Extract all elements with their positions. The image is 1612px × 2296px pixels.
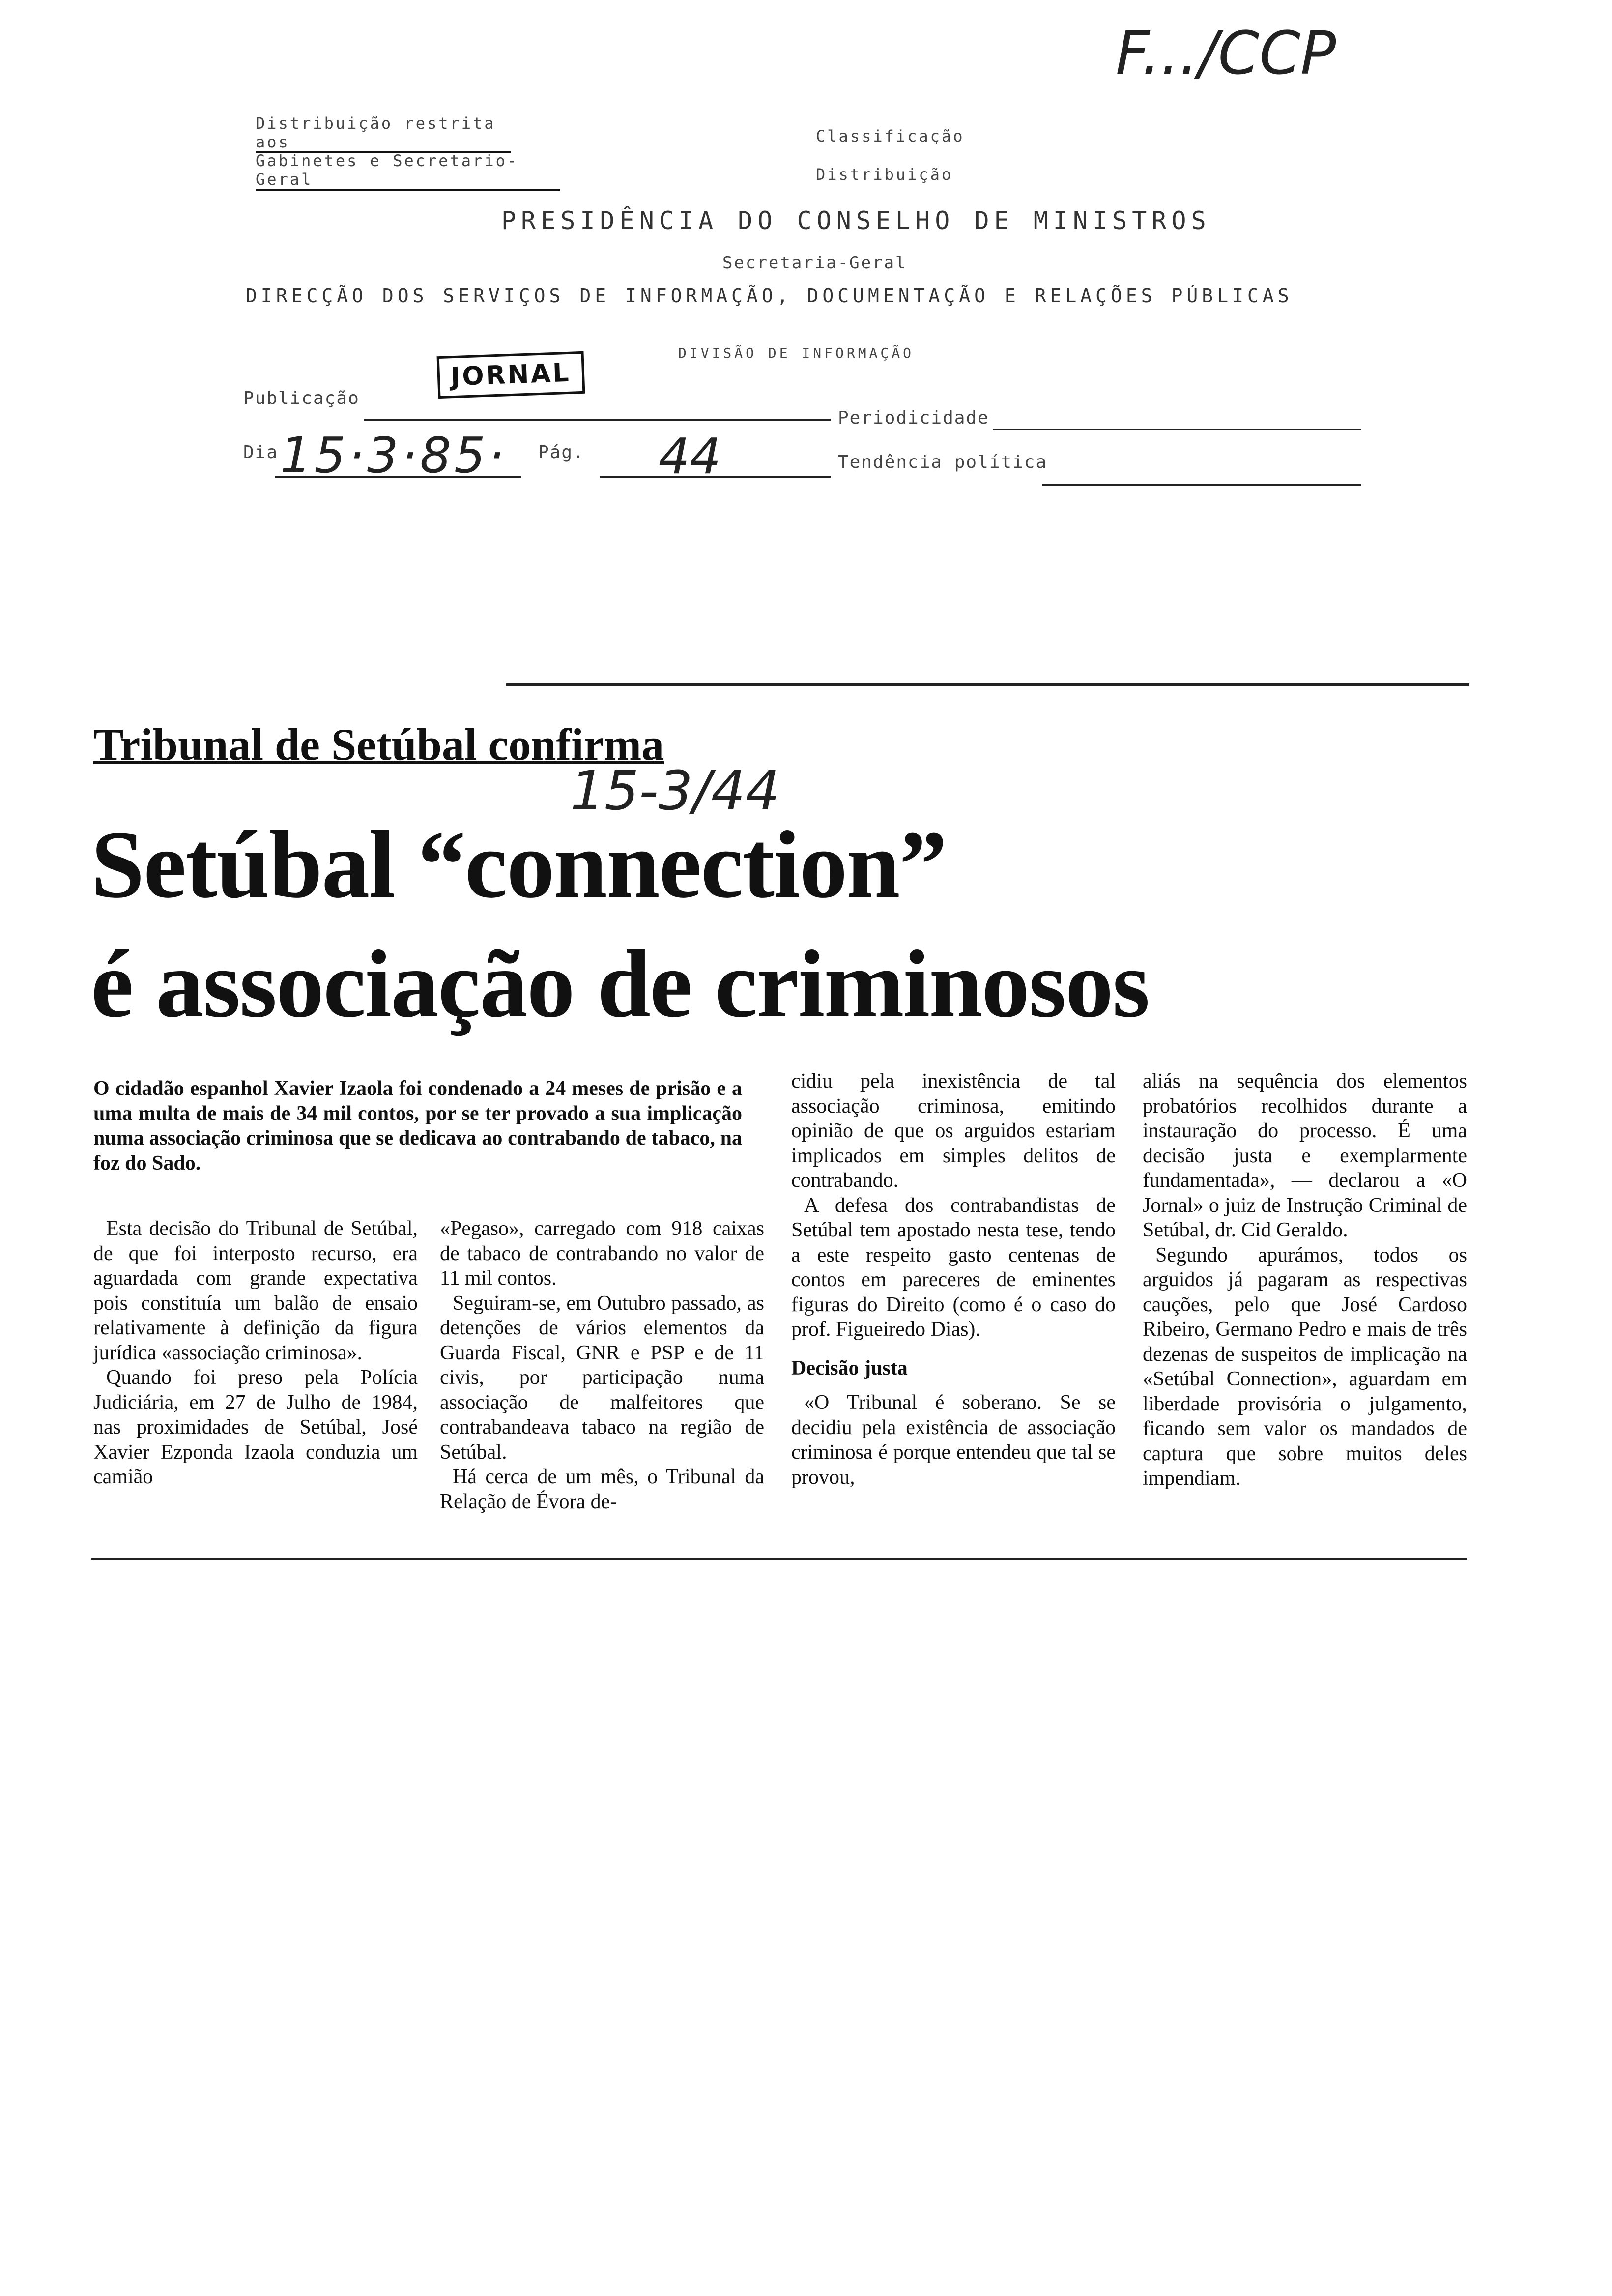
periodicidade-label: Periodicidade bbox=[838, 408, 989, 428]
col2-paragraph-3: Há cerca de um mês, o Tribunal da Relação de Évora de- bbox=[440, 1465, 764, 1513]
handwritten-annotation: 15-3/44 bbox=[570, 759, 780, 822]
col1-paragraph-1: Esta decisão do Tribunal de Setúbal, de que foi interposto recurso, era aguardada com grande expectativa pois constituía um balão de ensaio relativamente à definição da figura jurídica «associação criminosa». bbox=[93, 1217, 418, 1364]
headline-line-1: Setúbal “connection” bbox=[91, 811, 947, 918]
article-column-4 bbox=[1143, 1069, 1467, 1491]
col2-paragraph-1: «Pegaso», carregado com 918 caixas de tabaco de contrabando no valor de 11 mil contos. bbox=[440, 1217, 764, 1290]
handwritten-reference: F.../CCP bbox=[1116, 20, 1336, 88]
direccao-line: DIRECÇÃO DOS SERVIÇOS DE INFORMAÇÃO, DOCUMENTAÇÃO E RELAÇÕES PÚBLICAS bbox=[246, 285, 1293, 307]
distribuicao-label: Distribuição bbox=[816, 165, 953, 184]
col3-paragraph-2: A defesa dos contrabandistas de Setúbal tem apostado nesta tese, tendo a este respeito gasto centenas de contos em pareceres de eminentes figuras do Direito (como é o caso do prof. Figueiredo Dias). bbox=[791, 1194, 1116, 1341]
col1-paragraph-2: Quando foi preso pela Polícia Judiciária, em 27 de Julho de 1984, nas proximidades de Setúbal, José Xavier Ezponda Izaola conduzia um camião bbox=[93, 1366, 418, 1488]
pagina-value: 44 bbox=[659, 428, 721, 485]
col4-paragraph-1: aliás na sequência dos elementos probatórios recolhidos durante a instauração do processo. É uma decisão justa e exemplarmente fundamentada», — declarou a «O Jornal» o juiz de Instrução Criminal de Setúbal, dr. Cid Geraldo. bbox=[1143, 1070, 1467, 1241]
dia-label: Dia bbox=[243, 442, 279, 462]
tendencia-label: Tendência política bbox=[838, 452, 1048, 472]
article-column-1 bbox=[93, 1216, 418, 1490]
secretaria-subtitle: Secretaria-Geral bbox=[722, 253, 907, 273]
publicacao-field-line bbox=[364, 419, 831, 421]
headline-line-2: é associação de criminosos bbox=[91, 931, 1149, 1037]
classificacao-label: Classificação bbox=[816, 127, 965, 145]
top-rule bbox=[506, 683, 1469, 686]
article-lead bbox=[93, 1076, 742, 1176]
col3-paragraph-3: «O Tribunal é soberano. Se se decidiu pela existência de associação criminosa é porque entendeu que tal se provou, bbox=[791, 1391, 1116, 1489]
article-kicker: Tribunal de Setúbal confirma bbox=[93, 719, 664, 770]
pagina-label: Pág. bbox=[538, 442, 585, 462]
publicacao-label: Publicação bbox=[243, 388, 360, 408]
tendencia-field-line bbox=[1042, 484, 1361, 486]
col4-paragraph-2: Segundo apurámos, todos os arguidos já pagaram as respectivas cauções, pelo que José Cardoso Ribeiro, Germano Pedro e mais de três dezenas de suspeitos de implicação na «Setúbal Connection», aguardam em liberdade provisória o julgamento, ficando sem valor os mandados de captura que sobre muitos deles impendiam. bbox=[1143, 1243, 1467, 1490]
dia-field-line bbox=[275, 476, 521, 478]
divisao-line: DIVISÃO DE INFORMAÇÃO bbox=[678, 345, 915, 361]
lead-paragraph: O cidadão espanhol Xavier Izaola foi condenado a 24 meses de prisão e a uma multa de mais de 34 mil contos, por se ter provado a sua implicação numa associação criminosa que se dedicava ao contrabando de tabaco, na foz do Sado. bbox=[93, 1077, 742, 1175]
pagina-field-line bbox=[600, 476, 831, 478]
col2-paragraph-2: Seguiram-se, em Outubro passado, as detenções de vários elementos da Guarda Fiscal, GNR e PSP e de 11 civis, por participação numa associação de malfeitores que contrabandeava tabaco na região de Setúbal. bbox=[440, 1292, 764, 1464]
distribution-note-2: Gabinetes e Secretario-Geral bbox=[256, 151, 560, 191]
distribution-note-1: Distribuição restrita aos bbox=[256, 114, 511, 153]
periodicidade-field-line bbox=[993, 429, 1361, 430]
publication-stamp: JORNAL bbox=[437, 351, 585, 399]
article-column-3 bbox=[791, 1069, 1116, 1490]
col3-subhead: Decisão justa bbox=[791, 1356, 908, 1379]
article-column-2 bbox=[440, 1216, 764, 1514]
bottom-rule bbox=[91, 1558, 1467, 1560]
presidencia-title: PRESIDÊNCIA DO CONSELHO DE MINISTROS bbox=[501, 206, 1211, 235]
col3-paragraph-1: cidiu pela inexistência de tal associação criminosa, emitindo opinião de que os arguidos estariam implicados em simples delitos de contrabando. bbox=[791, 1070, 1116, 1192]
dia-value: 15·3·85· bbox=[280, 427, 507, 484]
